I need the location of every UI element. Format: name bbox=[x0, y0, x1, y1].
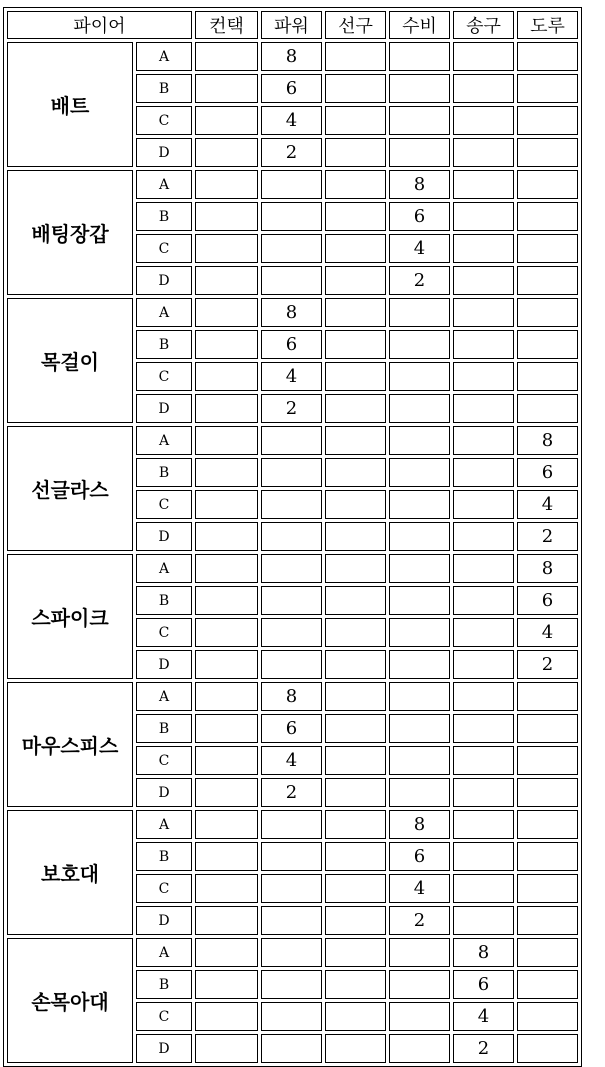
grade-cell: C bbox=[136, 746, 192, 775]
grade-cell: B bbox=[136, 970, 192, 999]
stat-value-cell: 6 bbox=[517, 586, 578, 615]
item-name-cell: 스파이크 bbox=[7, 554, 133, 679]
table-row bbox=[7, 426, 578, 455]
stat-value-cell bbox=[453, 426, 514, 455]
stat-value-cell: 2 bbox=[261, 138, 322, 167]
stat-value-cell: 4 bbox=[261, 746, 322, 775]
stat-value-cell bbox=[325, 458, 386, 487]
stat-value-cell bbox=[325, 618, 386, 647]
stat-value-cell bbox=[195, 938, 258, 967]
grade-cell: A bbox=[136, 42, 192, 71]
grade-cell: B bbox=[136, 586, 192, 615]
stat-value-cell: 6 bbox=[261, 74, 322, 103]
stat-value-cell bbox=[389, 682, 450, 711]
stat-value-cell: 2 bbox=[261, 394, 322, 423]
stat-value-cell bbox=[261, 266, 322, 295]
grade-cell: B bbox=[136, 202, 192, 231]
stat-value-cell bbox=[195, 458, 258, 487]
stat-value-cell bbox=[261, 842, 322, 871]
grade-cell: A bbox=[136, 170, 192, 199]
stat-value-cell: 4 bbox=[389, 234, 450, 263]
stat-value-cell: 6 bbox=[453, 970, 514, 999]
stat-value-cell: 2 bbox=[261, 778, 322, 807]
stat-value-cell bbox=[261, 1002, 322, 1031]
stat-value-cell bbox=[195, 234, 258, 263]
stat-value-cell bbox=[325, 394, 386, 423]
stat-value-cell bbox=[453, 842, 514, 871]
stat-value-cell bbox=[389, 650, 450, 679]
stat-value-cell bbox=[325, 970, 386, 999]
stat-value-cell bbox=[195, 394, 258, 423]
stat-value-cell bbox=[325, 778, 386, 807]
item-name-cell: 선글라스 bbox=[7, 426, 133, 551]
stat-value-cell bbox=[261, 810, 322, 839]
stat-value-cell: 6 bbox=[261, 330, 322, 359]
stat-value-cell bbox=[453, 106, 514, 135]
stat-value-cell bbox=[453, 906, 514, 935]
stat-value-cell bbox=[453, 682, 514, 711]
item-name-cell: 마우스피스 bbox=[7, 682, 133, 807]
stat-value-cell bbox=[389, 330, 450, 359]
stat-value-cell bbox=[195, 682, 258, 711]
stat-value-cell bbox=[389, 74, 450, 103]
grade-cell: C bbox=[136, 874, 192, 903]
grade-cell: C bbox=[136, 490, 192, 519]
grade-cell: B bbox=[136, 74, 192, 103]
stat-value-cell bbox=[195, 202, 258, 231]
stat-value-cell bbox=[261, 650, 322, 679]
stat-value-cell bbox=[195, 810, 258, 839]
item-name-cell: 배팅장갑 bbox=[7, 170, 133, 295]
stat-value-cell bbox=[195, 554, 258, 583]
stat-value-cell bbox=[195, 362, 258, 391]
stat-value-cell bbox=[517, 170, 578, 199]
stat-value-cell bbox=[389, 298, 450, 327]
stat-value-cell bbox=[453, 138, 514, 167]
stat-value-cell bbox=[517, 362, 578, 391]
stat-value-cell bbox=[195, 618, 258, 647]
stat-value-cell bbox=[517, 138, 578, 167]
stat-value-cell bbox=[261, 554, 322, 583]
stat-value-cell bbox=[517, 298, 578, 327]
stat-value-cell: 6 bbox=[389, 202, 450, 231]
stat-value-cell bbox=[325, 714, 386, 743]
stat-value-cell: 2 bbox=[517, 522, 578, 551]
stat-value-cell bbox=[453, 874, 514, 903]
stat-value-cell: 4 bbox=[389, 874, 450, 903]
stat-value-cell bbox=[453, 202, 514, 231]
stat-value-cell bbox=[195, 490, 258, 519]
stat-value-cell bbox=[325, 682, 386, 711]
stat-value-cell bbox=[195, 42, 258, 71]
stat-value-cell bbox=[517, 874, 578, 903]
stat-value-cell bbox=[325, 810, 386, 839]
stat-value-cell bbox=[325, 1002, 386, 1031]
stat-value-cell bbox=[195, 1034, 258, 1063]
grade-cell: A bbox=[136, 938, 192, 967]
grade-cell: C bbox=[136, 234, 192, 263]
stat-value-cell bbox=[261, 522, 322, 551]
stat-value-cell bbox=[261, 426, 322, 455]
stat-value-cell: 4 bbox=[517, 618, 578, 647]
stat-value-cell bbox=[389, 618, 450, 647]
stat-value-cell bbox=[517, 74, 578, 103]
header-stat-power: 파워 bbox=[261, 11, 322, 39]
stat-value-cell bbox=[389, 938, 450, 967]
stat-value-cell bbox=[325, 650, 386, 679]
stat-value-cell bbox=[261, 586, 322, 615]
grade-cell: B bbox=[136, 458, 192, 487]
header-stat-throw: 송구 bbox=[453, 11, 514, 39]
stat-value-cell bbox=[325, 746, 386, 775]
stat-value-cell bbox=[195, 138, 258, 167]
header-row bbox=[7, 11, 578, 39]
grade-cell: D bbox=[136, 138, 192, 167]
stat-value-cell bbox=[389, 138, 450, 167]
stat-value-cell bbox=[453, 330, 514, 359]
grade-cell: D bbox=[136, 522, 192, 551]
stat-value-cell bbox=[325, 74, 386, 103]
item-name-cell: 보호대 bbox=[7, 810, 133, 935]
grade-cell: A bbox=[136, 298, 192, 327]
grade-cell: D bbox=[136, 266, 192, 295]
stat-value-cell bbox=[389, 426, 450, 455]
stat-value-cell bbox=[517, 970, 578, 999]
item-name-cell: 손목아대 bbox=[7, 938, 133, 1063]
stat-value-cell bbox=[195, 426, 258, 455]
stat-value-cell bbox=[453, 394, 514, 423]
stat-value-cell: 2 bbox=[517, 650, 578, 679]
stat-value-cell bbox=[389, 970, 450, 999]
stat-value-cell bbox=[261, 490, 322, 519]
table-row bbox=[7, 554, 578, 583]
stat-value-cell: 2 bbox=[389, 266, 450, 295]
stat-value-cell bbox=[195, 586, 258, 615]
stat-value-cell bbox=[195, 330, 258, 359]
stat-value-cell bbox=[453, 490, 514, 519]
stat-value-cell: 6 bbox=[261, 714, 322, 743]
table-row bbox=[7, 682, 578, 711]
stat-value-cell bbox=[195, 842, 258, 871]
stat-value-cell bbox=[389, 1002, 450, 1031]
stat-value-cell bbox=[195, 778, 258, 807]
grade-cell: D bbox=[136, 778, 192, 807]
stat-value-cell: 8 bbox=[261, 298, 322, 327]
stat-value-cell bbox=[389, 42, 450, 71]
grade-cell: A bbox=[136, 426, 192, 455]
stat-value-cell bbox=[517, 106, 578, 135]
table-row bbox=[7, 170, 578, 199]
stat-value-cell bbox=[261, 1034, 322, 1063]
stat-value-cell bbox=[325, 522, 386, 551]
stat-value-cell bbox=[261, 618, 322, 647]
stat-table-wrapper bbox=[3, 7, 582, 1067]
stat-value-cell bbox=[453, 458, 514, 487]
stat-value-cell bbox=[517, 682, 578, 711]
stat-value-cell bbox=[517, 234, 578, 263]
stat-value-cell bbox=[389, 490, 450, 519]
item-name-cell: 배트 bbox=[7, 42, 133, 167]
stat-value-cell bbox=[389, 586, 450, 615]
grade-cell: A bbox=[136, 554, 192, 583]
grade-cell: C bbox=[136, 362, 192, 391]
stat-value-cell bbox=[325, 586, 386, 615]
stat-value-cell: 4 bbox=[261, 106, 322, 135]
grade-cell: C bbox=[136, 1002, 192, 1031]
stat-value-cell bbox=[325, 874, 386, 903]
stat-value-cell bbox=[389, 458, 450, 487]
table-row bbox=[7, 938, 578, 967]
stat-value-cell bbox=[261, 874, 322, 903]
stat-value-cell bbox=[517, 266, 578, 295]
grade-cell: D bbox=[136, 394, 192, 423]
stat-value-cell: 4 bbox=[517, 490, 578, 519]
stat-value-cell bbox=[325, 106, 386, 135]
stat-value-cell bbox=[325, 234, 386, 263]
table-row bbox=[7, 298, 578, 327]
stat-value-cell bbox=[389, 522, 450, 551]
stat-value-cell bbox=[325, 842, 386, 871]
stat-value-cell bbox=[261, 170, 322, 199]
stat-value-cell: 8 bbox=[389, 810, 450, 839]
stat-value-cell bbox=[389, 778, 450, 807]
stat-value-cell bbox=[325, 426, 386, 455]
stat-value-cell bbox=[517, 1034, 578, 1063]
stat-value-cell bbox=[453, 170, 514, 199]
grade-cell: C bbox=[136, 618, 192, 647]
stat-value-cell bbox=[389, 746, 450, 775]
stat-value-cell bbox=[389, 554, 450, 583]
stat-value-cell bbox=[195, 522, 258, 551]
stat-value-cell bbox=[517, 746, 578, 775]
stat-value-cell bbox=[195, 266, 258, 295]
stat-value-cell bbox=[453, 554, 514, 583]
stat-value-cell bbox=[453, 810, 514, 839]
stat-value-cell: 8 bbox=[517, 554, 578, 583]
stat-value-cell bbox=[325, 138, 386, 167]
grade-cell: C bbox=[136, 106, 192, 135]
stat-value-cell bbox=[195, 74, 258, 103]
stat-value-cell bbox=[261, 970, 322, 999]
stat-value-cell bbox=[517, 1002, 578, 1031]
stat-value-cell: 4 bbox=[261, 362, 322, 391]
stat-value-cell bbox=[453, 362, 514, 391]
stat-value-cell bbox=[261, 234, 322, 263]
stat-value-cell bbox=[195, 170, 258, 199]
grade-cell: B bbox=[136, 842, 192, 871]
grade-cell: B bbox=[136, 330, 192, 359]
stat-value-cell: 8 bbox=[261, 42, 322, 71]
stat-value-cell: 2 bbox=[453, 1034, 514, 1063]
grade-cell: D bbox=[136, 906, 192, 935]
stat-value-cell bbox=[195, 1002, 258, 1031]
stat-value-cell bbox=[261, 458, 322, 487]
stat-value-cell: 8 bbox=[389, 170, 450, 199]
stat-value-cell: 8 bbox=[453, 938, 514, 967]
stat-value-cell bbox=[195, 874, 258, 903]
stat-value-cell bbox=[389, 1034, 450, 1063]
stat-value-cell bbox=[325, 1034, 386, 1063]
stat-value-cell bbox=[389, 106, 450, 135]
stat-value-cell bbox=[453, 266, 514, 295]
stat-value-cell: 8 bbox=[517, 426, 578, 455]
stat-value-cell bbox=[325, 554, 386, 583]
stat-value-cell bbox=[517, 330, 578, 359]
stat-value-cell bbox=[517, 42, 578, 71]
table-body bbox=[7, 42, 578, 1063]
stat-value-cell bbox=[195, 906, 258, 935]
stat-value-cell bbox=[195, 970, 258, 999]
header-item-label: 파이어 bbox=[7, 11, 192, 39]
stat-value-cell bbox=[325, 938, 386, 967]
stat-value-cell bbox=[453, 74, 514, 103]
stat-value-cell bbox=[517, 906, 578, 935]
stat-value-cell bbox=[195, 106, 258, 135]
stat-value-cell bbox=[325, 362, 386, 391]
stat-value-cell bbox=[453, 522, 514, 551]
stat-value-cell bbox=[195, 650, 258, 679]
header-stat-defense: 수비 bbox=[389, 11, 450, 39]
stat-value-cell: 8 bbox=[261, 682, 322, 711]
stat-value-cell bbox=[453, 650, 514, 679]
stat-value-cell bbox=[389, 362, 450, 391]
header-stat-eye: 선구 bbox=[325, 11, 386, 39]
stat-value-cell bbox=[325, 42, 386, 71]
grade-cell: A bbox=[136, 810, 192, 839]
stat-value-cell bbox=[325, 266, 386, 295]
stat-value-cell bbox=[517, 202, 578, 231]
stat-value-cell bbox=[261, 938, 322, 967]
stat-value-cell bbox=[195, 298, 258, 327]
grade-cell: D bbox=[136, 650, 192, 679]
table-row bbox=[7, 42, 578, 71]
item-stat-table bbox=[3, 7, 582, 1067]
header-stat-steal: 도루 bbox=[517, 11, 578, 39]
grade-cell: A bbox=[136, 682, 192, 711]
stat-value-cell bbox=[517, 810, 578, 839]
stat-value-cell bbox=[325, 170, 386, 199]
stat-value-cell bbox=[325, 330, 386, 359]
stat-value-cell bbox=[517, 938, 578, 967]
stat-value-cell bbox=[453, 298, 514, 327]
stat-value-cell bbox=[453, 746, 514, 775]
stat-value-cell: 4 bbox=[453, 1002, 514, 1031]
stat-value-cell bbox=[517, 778, 578, 807]
stat-value-cell bbox=[453, 618, 514, 647]
grade-cell: B bbox=[136, 714, 192, 743]
stat-value-cell bbox=[195, 714, 258, 743]
item-name-cell: 목걸이 bbox=[7, 298, 133, 423]
stat-value-cell bbox=[325, 490, 386, 519]
stat-value-cell bbox=[453, 586, 514, 615]
stat-value-cell bbox=[261, 202, 322, 231]
stat-value-cell bbox=[325, 906, 386, 935]
stat-value-cell bbox=[517, 714, 578, 743]
header-stat-contact: 컨택 bbox=[195, 11, 258, 39]
stat-value-cell bbox=[325, 298, 386, 327]
stat-value-cell: 6 bbox=[517, 458, 578, 487]
stat-value-cell bbox=[389, 714, 450, 743]
stat-value-cell bbox=[453, 714, 514, 743]
stat-value-cell bbox=[195, 746, 258, 775]
stat-value-cell bbox=[453, 778, 514, 807]
stat-value-cell bbox=[389, 394, 450, 423]
stat-value-cell bbox=[517, 394, 578, 423]
stat-value-cell bbox=[325, 202, 386, 231]
grade-cell: D bbox=[136, 1034, 192, 1063]
stat-value-cell: 2 bbox=[389, 906, 450, 935]
stat-value-cell bbox=[261, 906, 322, 935]
stat-value-cell: 6 bbox=[389, 842, 450, 871]
stat-value-cell bbox=[453, 42, 514, 71]
stat-value-cell bbox=[517, 842, 578, 871]
stat-value-cell bbox=[453, 234, 514, 263]
table-row bbox=[7, 810, 578, 839]
